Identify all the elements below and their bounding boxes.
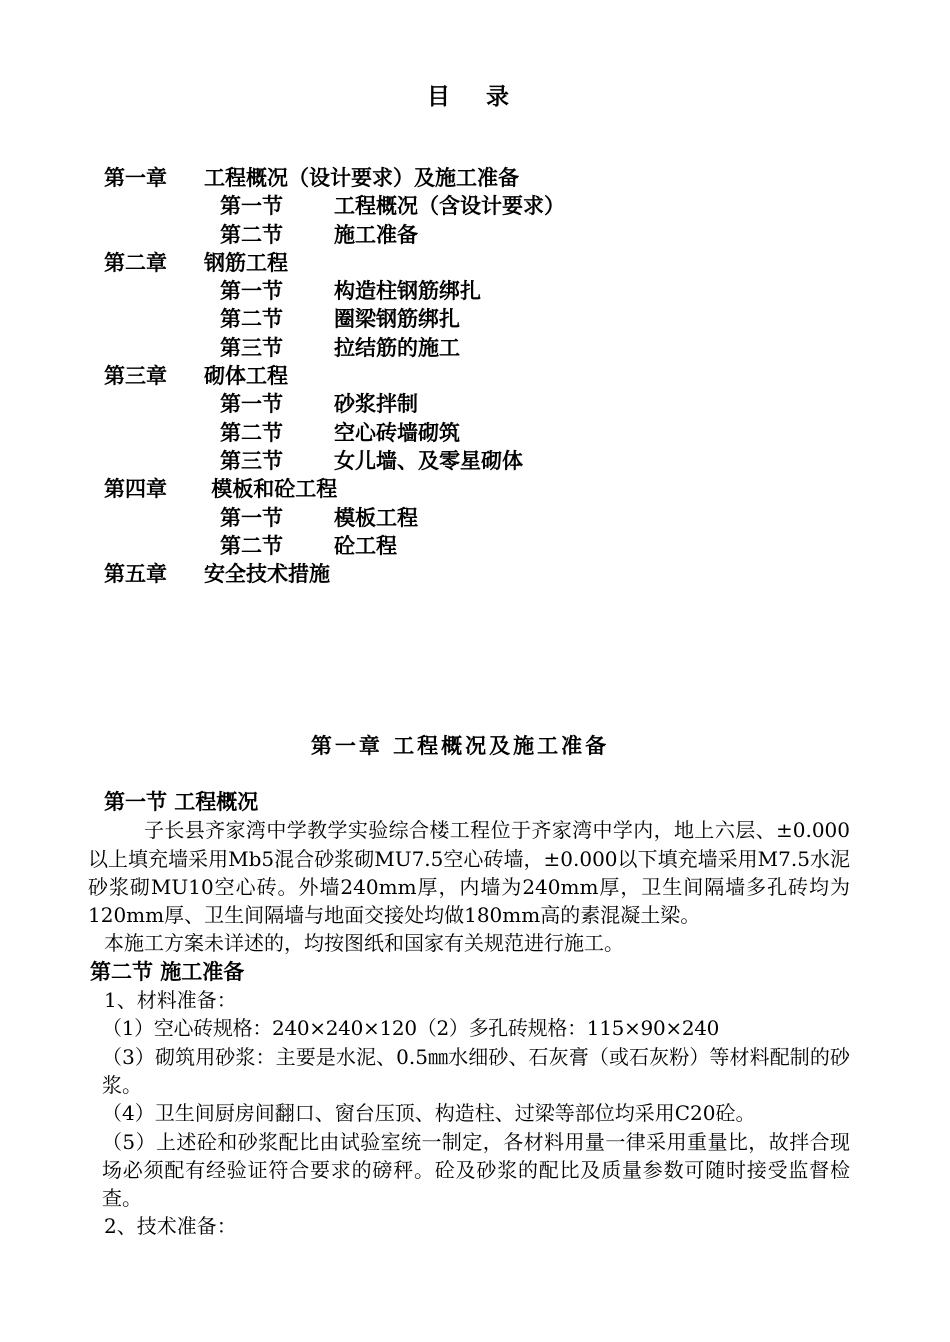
- toc-entry-label: 拉结筋的施工: [334, 335, 460, 360]
- toc-section-entry: [104, 305, 864, 333]
- toc-chapter-entry: [104, 362, 864, 390]
- list-item: （1）空心砖规格：240×240×120（2）多孔砖规格：115×90×240: [102, 1016, 720, 1041]
- toc-entry-number: 第二节: [220, 307, 283, 332]
- toc-entry-number: 第一节: [220, 279, 283, 304]
- toc-entry-label: 圈梁钢筋绑扎: [334, 307, 460, 332]
- toc-entry-label: 工程概况（设计要求）及施工准备: [204, 166, 519, 190]
- chapter-body: [88, 788, 850, 1241]
- toc-entry-number: 第一节: [220, 505, 283, 530]
- toc-entry-label: 工程概况（含设计要求）: [334, 194, 565, 219]
- toc-entry-label: 空心砖墙砌筑: [334, 420, 460, 445]
- toc-section-entry: [104, 532, 864, 560]
- list-item: （3）砌筑用砂浆：主要是水泥、0.5㎜水细砂、石灰膏（或石灰粉）等材料配制的砂浆。: [102, 1044, 850, 1097]
- toc-entry-label: 砌体工程: [204, 364, 288, 389]
- toc-section-entry: [104, 504, 864, 532]
- toc-entry-number: 第三节: [220, 448, 283, 473]
- toc-entry-label: 安全技术措施: [204, 562, 330, 587]
- section-title: 第二节 施工准备: [90, 959, 245, 984]
- toc-section-entry: [104, 419, 864, 447]
- toc-chapter-entry: [104, 249, 864, 277]
- toc-entry-number: 第三节: [220, 335, 283, 360]
- toc-entry-number: 第五章: [104, 562, 167, 587]
- toc-section-entry: [104, 447, 864, 475]
- toc-entry-number: 第二章: [104, 250, 167, 275]
- toc-entry-number: 第二节: [220, 420, 283, 445]
- toc-section-entry: [104, 192, 864, 220]
- toc-chapter-entry: [104, 164, 864, 192]
- toc-entry-label: 砂浆拌制: [334, 392, 418, 417]
- paragraph: 子长县齐家湾中学教学实验综合楼工程位于齐家湾中学内，地上六层、±0.000以上填充墙采用Mb5混合砂浆砌MU7.5空心砖墙，±0.000以下填充墙采用M7.5水泥砂浆砌MU10空心砖。外墙240mm厚，内墙为240mm厚，卫生间隔墙多孔砖均为120mm厚、卫生间隔墙与地面交接处均做180mm高的素混凝土梁。: [88, 818, 850, 928]
- list-item: （4）卫生间厨房间翻口、窗台压顶、构造柱、过梁等部位均采用C20砼。: [102, 1101, 756, 1126]
- toc-entry-label: 构造柱钢筋绑扎: [334, 279, 481, 304]
- toc-chapter-entry: [104, 475, 864, 503]
- toc-entry-number: 第一节: [220, 194, 283, 219]
- toc-entry-label: 女儿墙、及零星砌体: [334, 448, 523, 473]
- toc-entry-label: 模板工程: [334, 505, 418, 530]
- paragraph: 本施工方案未详述的，均按图纸和国家有关规范进行施工。: [104, 931, 624, 956]
- toc-entry-label: 钢筋工程: [204, 250, 288, 275]
- list-item: 2、技术准备：: [104, 1214, 237, 1239]
- list-item: （5）上述砼和砂浆配比由试验室统一制定，各材料用量一律采用重量比，故拌合现场必须配有经验证符合要求的磅秤。砼及砂浆的配比及质量参数可随时接受监督检查。: [102, 1129, 850, 1211]
- toc-entry-number: 第三章: [104, 364, 167, 389]
- section-title: 第一节 工程概况: [104, 790, 259, 814]
- toc-entry-number: 第一节: [220, 392, 283, 417]
- toc-section-entry: [104, 390, 864, 418]
- toc-entry-label: 施工准备: [334, 222, 418, 247]
- toc-entry-label: 模板和砼工程: [204, 477, 338, 502]
- toc-entry-number: 第四章: [104, 477, 167, 502]
- table-of-contents: [104, 164, 864, 588]
- toc-entry-number: 第二节: [220, 533, 283, 558]
- toc-entry-label: 砼工程: [334, 533, 397, 558]
- toc-entry-number: 第一章: [104, 166, 167, 190]
- toc-entry-number: 第二节: [220, 222, 283, 247]
- toc-section-entry: [104, 221, 864, 249]
- toc-title: 目 录: [426, 84, 523, 110]
- list-item: 1、材料准备：: [104, 988, 237, 1013]
- toc-section-entry: [104, 277, 864, 305]
- chapter-heading: 第一章 工程概况及施工准备: [310, 734, 610, 758]
- toc-chapter-entry: [104, 560, 864, 588]
- toc-section-entry: [104, 334, 864, 362]
